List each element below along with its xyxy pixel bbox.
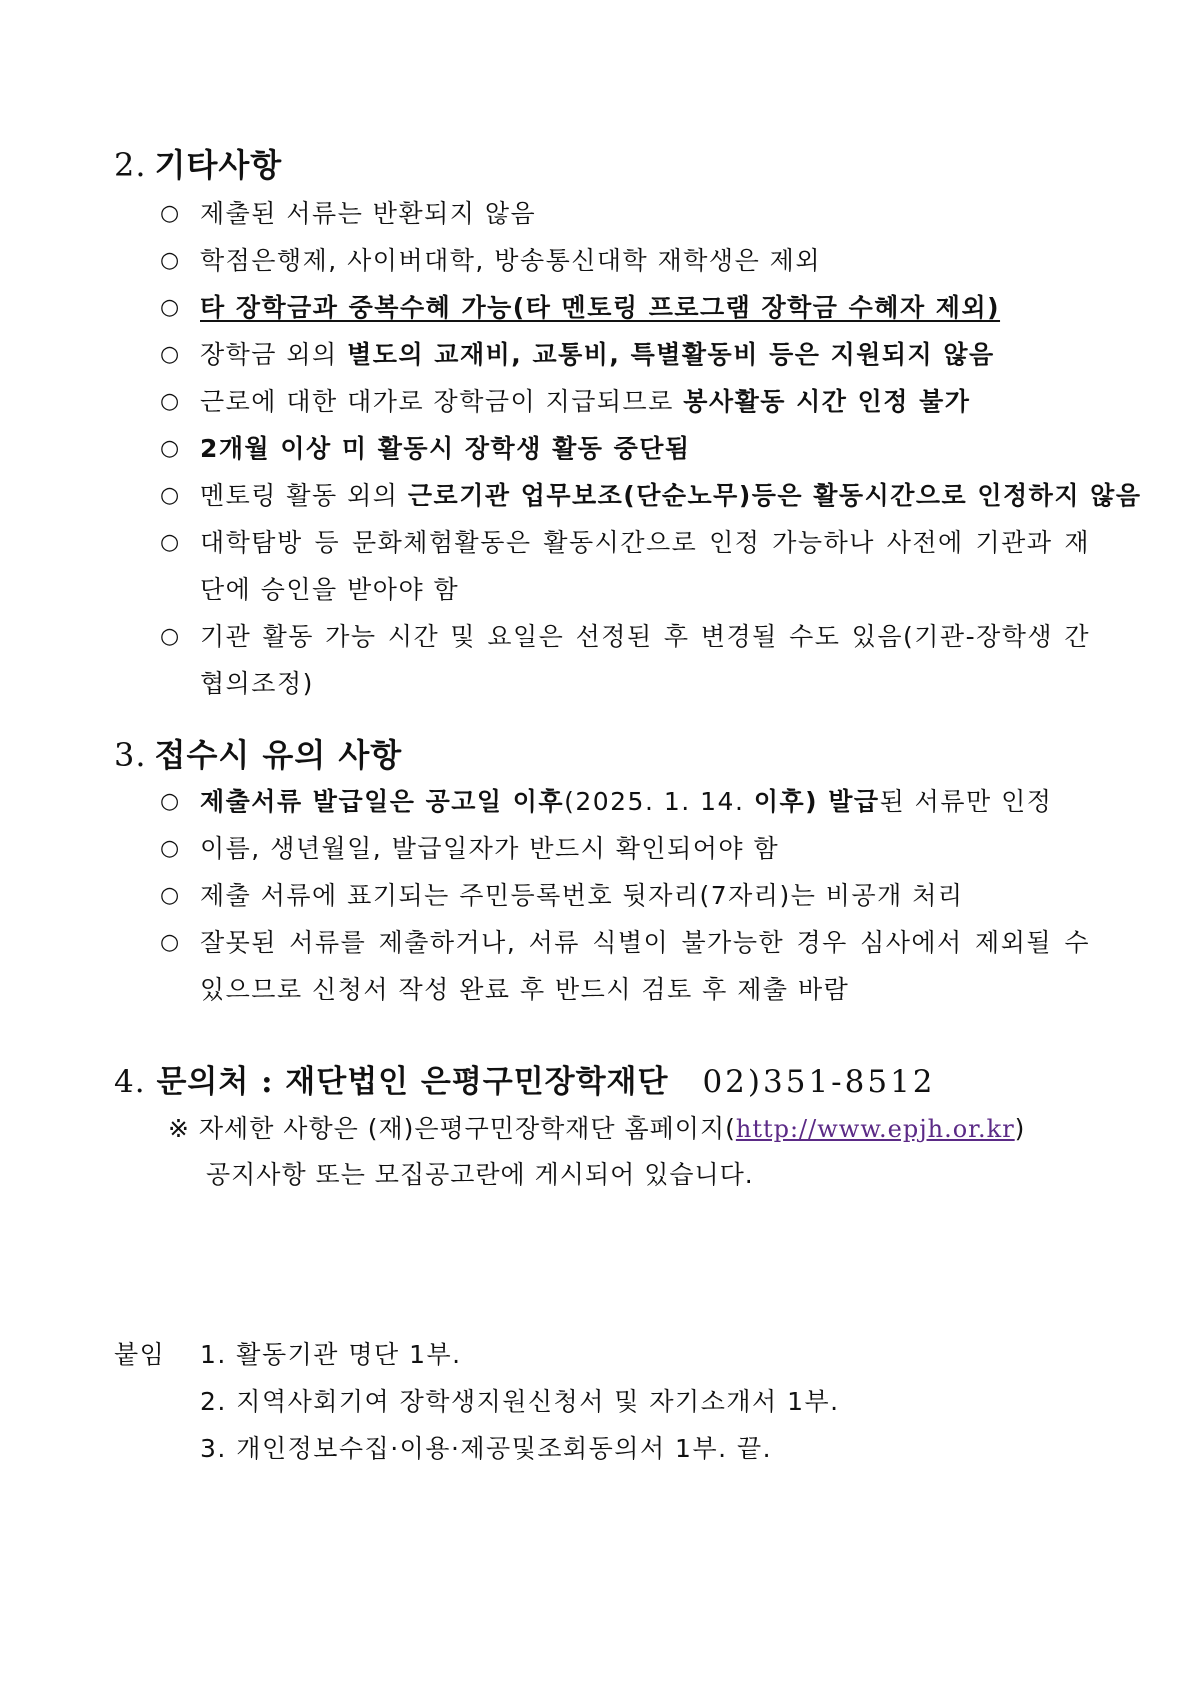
bullet-circle-icon: ○	[160, 530, 180, 555]
list-item	[160, 425, 1090, 472]
bullet-circle-icon: ○	[160, 201, 180, 226]
text-run: 타 장학금과 중복수혜 가능(타 멘토링 프로그램 장학금 수혜자 제외)	[200, 293, 1001, 322]
section-4-number: 4.	[114, 1064, 146, 1100]
list-item-text	[200, 872, 1090, 919]
attachment-item: 2. 지역사회기여 장학생지원신청서 및 자기소개서 1부.	[200, 1387, 840, 1416]
list-item-text	[200, 331, 1090, 378]
note-line-2: 공지사항 또는 모집공고란에 게시되어 있습니다.	[206, 1160, 754, 1189]
bullet-circle-icon: ○	[160, 930, 180, 955]
bullet-circle-icon: ○	[160, 389, 180, 414]
bullet-circle-icon: ○	[160, 436, 180, 461]
bullet-circle-icon: ○	[160, 483, 180, 508]
list-item	[160, 919, 1090, 1013]
text-run: 2개월 이상 미 활동시 장학생 활동 중단됨	[200, 434, 691, 463]
bullet-circle-icon: ○	[160, 624, 180, 649]
note-suffix: )	[1014, 1114, 1026, 1143]
contact-phone: 02)351-8512	[702, 1064, 936, 1100]
bullet-circle-icon: ○	[160, 789, 180, 814]
text-run: 멘토링 활동 외의	[200, 481, 408, 510]
text-run: 장학금 외의	[200, 340, 348, 369]
list-item	[160, 284, 1090, 331]
list-item-text	[200, 425, 1090, 472]
list-item-text	[200, 237, 1090, 284]
list-item-text	[200, 778, 1090, 825]
attachment-item: 1. 활동기관 명단 1부.	[200, 1340, 462, 1369]
section-2-title: 기타사항	[154, 146, 283, 184]
list-item	[160, 613, 1090, 707]
text-run: 봉사활동 시간 인정 불가	[683, 387, 971, 416]
note-prefix: ※ 자세한 사항은 (재)은평구민장학재단 홈페이지(	[168, 1114, 736, 1143]
attachments-label: 붙임	[114, 1340, 166, 1369]
list-item	[160, 237, 1090, 284]
list-item	[160, 778, 1090, 825]
text-run: 제출된 서류는 반환되지 않음	[200, 199, 537, 228]
list-item-text	[200, 919, 1090, 1013]
text-run: 기관 활동 가능 시간 및 요일은 선정된 후 변경될 수도 있음(기관-장학생 간 협의조정)	[200, 622, 1090, 698]
list-item-text	[200, 613, 1090, 707]
bullet-circle-icon: ○	[160, 883, 180, 908]
list-item	[160, 378, 1090, 425]
contact-label: 문의처 : 재단법인 은평구민장학재단	[156, 1064, 669, 1100]
attachment-item: 3. 개인정보수집·이용·제공및조회동의서 1부. 끝.	[200, 1434, 773, 1463]
text-run: 된 서류만 인정	[879, 787, 1053, 816]
text-run: (2025. 1. 14.	[564, 787, 754, 816]
text-run: 근로기관 업무보조(단순노무)등은 활동시간으로 인정하지 않음	[407, 481, 1142, 510]
text-run: 이름, 생년월일, 발급일자가 반드시 확인되어야 함	[200, 834, 780, 863]
list-item-text	[200, 284, 1090, 331]
text-run: 근로에 대한 대가로 장학금이 지급되므로	[200, 387, 684, 416]
list-item	[160, 472, 1142, 519]
text-run: 제출 서류에 표기되는 주민등록번호 뒷자리(7자리)는 비공개 처리	[200, 881, 964, 910]
homepage-note	[168, 1106, 1098, 1198]
text-run: 별도의 교재비, 교통비, 특별활동비 등은 지원되지 않음	[347, 340, 995, 369]
section-3-heading	[114, 730, 402, 776]
list-item-text	[200, 190, 1090, 237]
bullet-circle-icon: ○	[160, 248, 180, 273]
homepage-link[interactable]: http://www.epjh.or.kr	[735, 1115, 1015, 1143]
bullet-circle-icon: ○	[160, 295, 180, 320]
text-run: 제출서류 발급일은 공고일 이후	[200, 787, 565, 816]
text-run: 이후) 발급	[753, 787, 880, 816]
list-item	[160, 825, 1090, 872]
section-2-number: 2.	[114, 146, 147, 184]
text-run: 잘못된 서류를 제출하거나, 서류 식별이 불가능한 경우 심사에서 제외될 수 있으므로 신청서 작성 완료 후 반드시 검토 후 제출 바람	[200, 928, 1090, 1004]
text-run: 학점은행제, 사이버대학, 방송통신대학 재학생은 제외	[200, 246, 821, 275]
list-item-text	[200, 519, 1090, 613]
list-item-text	[200, 825, 1090, 872]
list-item-text	[200, 472, 1142, 519]
list-item-text	[200, 378, 1090, 425]
contact-line	[114, 1056, 936, 1101]
list-item	[160, 519, 1090, 613]
section-3-number: 3.	[114, 736, 147, 774]
list-item	[160, 872, 1090, 919]
section-3-title: 접수시 유의 사항	[154, 736, 403, 774]
text-run: 대학탐방 등 문화체험활동은 활동시간으로 인정 가능하나 사전에 기관과 재단에 승인을 받아야 함	[200, 528, 1090, 604]
section-2-heading	[114, 140, 282, 186]
list-item	[160, 190, 1090, 237]
list-item	[160, 331, 1090, 378]
bullet-circle-icon: ○	[160, 836, 180, 861]
bullet-circle-icon: ○	[160, 342, 180, 367]
